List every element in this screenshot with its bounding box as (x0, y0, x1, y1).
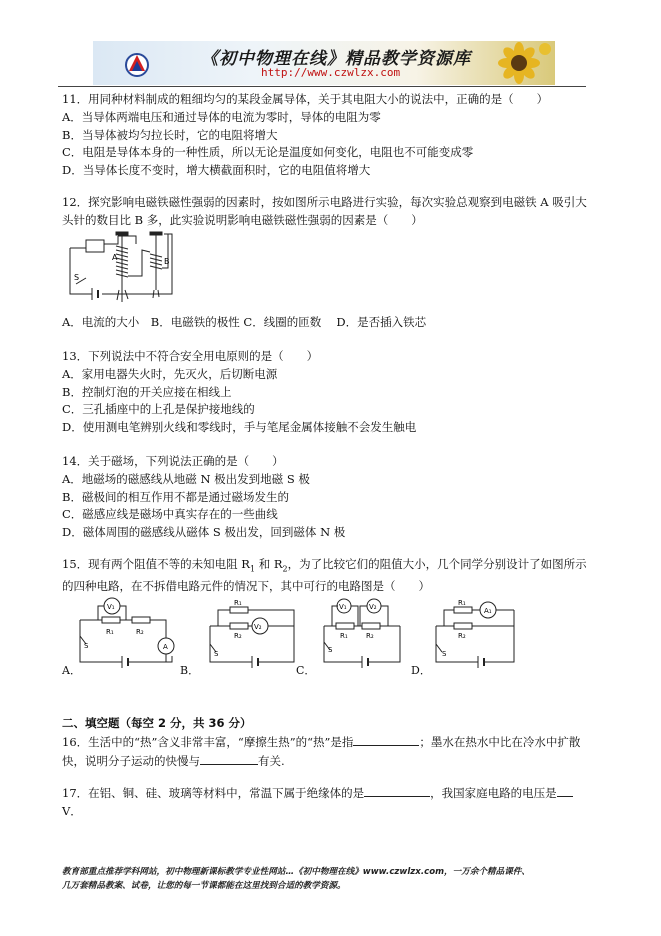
svg-text:S: S (442, 650, 447, 658)
option-c-label: C． (296, 664, 316, 677)
question-17: 17．在铝、铜、硅、玻璃等材料中，常温下属于绝缘体的是 ，我国家庭电路的电压是 V． (62, 784, 587, 821)
question-12 (62, 194, 587, 230)
circuit-options (62, 596, 587, 678)
section-title: 二、填空题（每空 2 分，共 36 分） (62, 716, 252, 730)
option-b-label: B． (180, 664, 200, 677)
answer-blank[interactable] (364, 784, 430, 797)
footer-line-2: 几万套精品教案、试卷，让您的每一节课都能在这里找到合适的教学资源。 (62, 881, 346, 891)
option-d: D．磁体周围的磁感线从磁体 S 极出发，回到磁体 N 极 (62, 525, 346, 540)
page-footer (62, 865, 592, 893)
svg-text:V₁: V₁ (107, 603, 115, 611)
svg-text:R₂: R₂ (136, 628, 144, 636)
electromagnet-circuit-diagram (62, 228, 192, 310)
svg-text:R₁: R₁ (458, 599, 466, 607)
svg-text:V₂: V₂ (369, 603, 377, 611)
svg-text:R₂: R₂ (458, 632, 466, 640)
option-c: C．磁感应线是磁场中真实存在的一些曲线 (62, 507, 278, 522)
svg-text:S: S (328, 646, 333, 654)
question-stem: 14．关于磁场，下列说法正确的是（ ） (62, 454, 284, 468)
svg-text:V₁: V₁ (339, 603, 347, 611)
svg-text:A: A (163, 643, 168, 651)
question-14 (62, 453, 587, 542)
circuit-c (324, 599, 400, 668)
question-stem: 15．现有两个阻值不等的未知电阻 $R_1$ 和 $R_2$，为了比较它们的阻值大小，几个同学分别设计了如图所示 (62, 557, 587, 574)
option-a: A．当导体两端电压和通过导体的电流为零时，导体的电阻为零 (62, 109, 381, 124)
svg-text:S: S (84, 642, 89, 650)
svg-text:V₂: V₂ (254, 623, 262, 631)
label-a: A (112, 253, 118, 262)
label-b: B (164, 257, 170, 266)
question-stem-line2: 的四种电路，在不拆借电路元件的情况下，其中可行的电路图是（ ） (62, 579, 430, 594)
circuit-b (210, 607, 294, 668)
option-a-label: A． (62, 664, 81, 677)
svg-text:A₁: A₁ (484, 607, 492, 615)
svg-text:R₁: R₁ (234, 599, 242, 607)
answer-blank[interactable] (353, 733, 419, 746)
option-d-label: D． (411, 664, 431, 677)
option-b: B．当导体被均匀拉长时，它的电阻将增大 (62, 127, 278, 142)
options-line: A．电流的大小 B．电磁铁的极性 C．线圈的匝数 D．是否插入铁芯 (62, 315, 427, 329)
svg-text:S: S (214, 650, 219, 658)
banner-url[interactable]: http://www.czwlzx.com (261, 66, 401, 79)
option-c: C．电阻是导体本身的一种性质，所以无论是温度如何变化，电阻也不可能变成零 (62, 145, 474, 160)
question-11 (62, 91, 587, 180)
option-a: A．地磁场的磁感线从地磁 N 极出发到地磁 S 极 (62, 471, 310, 486)
site-logo-icon (123, 49, 153, 79)
label-s: S (74, 273, 80, 282)
option-b: B．控制灯泡的开关应接在相线上 (62, 384, 232, 399)
circuit-d (436, 602, 514, 668)
header-divider (58, 86, 586, 87)
question-stem: 11．用同种材料制成的粗细均匀的某段金属导体，关于其电阻大小的说法中，正确的是（ ） (62, 92, 549, 106)
option-d: D．使用测电笔辨别火线和零线时，手与笔尾金属体接触不会发生触电 (62, 420, 417, 435)
footer-line-1: 教育部重点推荐学科网站，初中物理新课标教学专业性网站…《初中物理在线》www.czwlzx.com，一万余个精品课件、 (62, 867, 530, 877)
banner-title: 《初中物理在线》精品教学资源库 (201, 49, 471, 69)
svg-text:R₂: R₂ (366, 632, 374, 640)
option-a: A．家用电器失火时，先灭火，后切断电源 (62, 366, 278, 381)
question-15 (62, 556, 587, 596)
answer-blank[interactable] (557, 784, 573, 797)
option-b: B．磁极间的相互作用不都是通过磁场发生的 (62, 489, 289, 504)
question-13 (62, 348, 587, 437)
question-stem: 13．下列说法中不符合安全用电原则的是（ ） (62, 349, 319, 363)
svg-text:R₁: R₁ (340, 632, 348, 640)
question-16: 16．生活中的“热”含义非常丰富，“摩擦生热”的“热”是指 ；墨水在热水中比在冷水中扩散 快，说明分子运动的快慢与 有关. (62, 735, 581, 768)
sunflower-image (491, 41, 551, 85)
question-stem: 12．探究影响电磁铁磁性强弱的因素时，按如图所示电路进行实验，每次实验总观察到电磁铁 A 吸引大头针的数目比 B 多，此实验说明影响电磁铁磁性强弱的因素是（ ） (62, 195, 587, 227)
question-12-options (62, 314, 587, 332)
svg-text:R₂: R₂ (234, 632, 242, 640)
answer-blank[interactable] (200, 752, 258, 765)
circuit-a (80, 598, 174, 668)
option-d: D．当导体长度不变时，增大横截面积时，它的电阻值将增大 (62, 163, 371, 178)
option-c: C．三孔插座中的上孔是保护接地线的 (62, 402, 255, 417)
svg-text:R₁: R₁ (106, 628, 114, 636)
header-banner (93, 41, 555, 85)
